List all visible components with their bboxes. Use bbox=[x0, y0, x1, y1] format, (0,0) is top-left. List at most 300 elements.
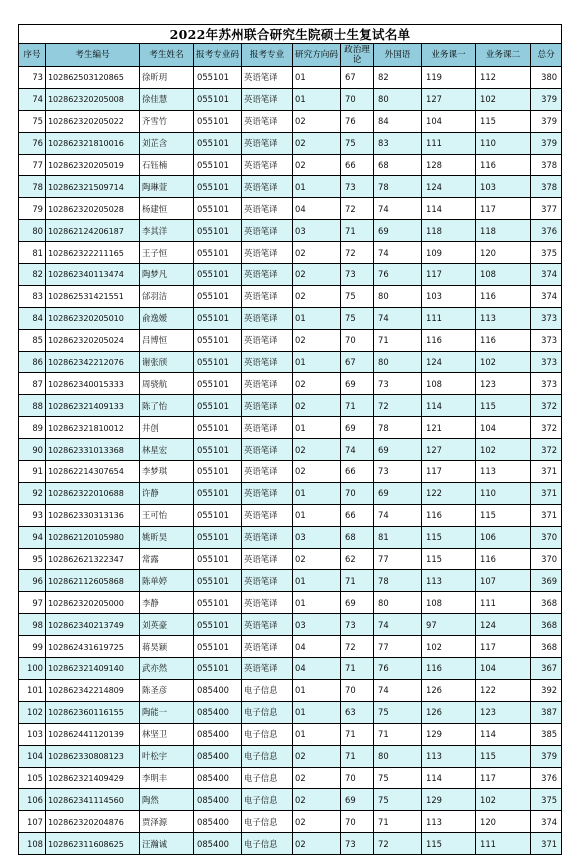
row-politics: 68 bbox=[341, 526, 374, 548]
row-total: 373 bbox=[531, 307, 562, 329]
row-politics: 67 bbox=[341, 67, 374, 89]
row-course-1: 121 bbox=[422, 417, 476, 439]
row-seq: 97 bbox=[19, 592, 46, 614]
row-politics: 71 bbox=[341, 723, 374, 745]
row-candidate-id: 102862124206187 bbox=[46, 220, 140, 242]
row-course-2: 110 bbox=[476, 132, 531, 154]
row-course-2: 116 bbox=[476, 154, 531, 176]
row-course-2: 115 bbox=[476, 504, 531, 526]
table-row bbox=[19, 614, 562, 636]
row-seq: 81 bbox=[19, 242, 46, 264]
row-foreign-language: 81 bbox=[374, 526, 422, 548]
row-course-2: 120 bbox=[476, 811, 531, 833]
row-seq: 94 bbox=[19, 526, 46, 548]
row-major: 电子信息 bbox=[242, 789, 293, 811]
row-politics: 75 bbox=[341, 307, 374, 329]
row-candidate-name: 叶松宇 bbox=[140, 745, 194, 767]
row-major: 英语笔译 bbox=[242, 373, 293, 395]
row-seq: 87 bbox=[19, 373, 46, 395]
row-candidate-name: 蒋昊颖 bbox=[140, 636, 194, 658]
row-course-1: 124 bbox=[422, 351, 476, 373]
row-candidate-id: 102862503120865 bbox=[46, 67, 140, 89]
row-major: 英语笔译 bbox=[242, 482, 293, 504]
row-major: 英语笔译 bbox=[242, 461, 293, 483]
row-total: 378 bbox=[531, 176, 562, 198]
row-major-code: 055101 bbox=[194, 220, 242, 242]
row-foreign-language: 74 bbox=[374, 504, 422, 526]
row-course-2: 113 bbox=[476, 307, 531, 329]
row-course-2: 104 bbox=[476, 658, 531, 680]
row-direction-code: 02 bbox=[293, 833, 341, 855]
row-politics: 73 bbox=[341, 264, 374, 286]
row-candidate-name: 李明丰 bbox=[140, 767, 194, 789]
table-body bbox=[19, 67, 562, 855]
row-politics: 62 bbox=[341, 548, 374, 570]
admission-list-sheet bbox=[18, 24, 561, 855]
table-row bbox=[19, 351, 562, 373]
row-major-code: 055101 bbox=[194, 88, 242, 110]
row-seq: 84 bbox=[19, 307, 46, 329]
table-row bbox=[19, 789, 562, 811]
row-candidate-name: 贾泽源 bbox=[140, 811, 194, 833]
row-major-code: 055101 bbox=[194, 570, 242, 592]
row-seq: 73 bbox=[19, 67, 46, 89]
row-total: 375 bbox=[531, 242, 562, 264]
row-total: 392 bbox=[531, 679, 562, 701]
row-major-code: 055101 bbox=[194, 461, 242, 483]
row-direction-code: 02 bbox=[293, 767, 341, 789]
row-major: 英语笔译 bbox=[242, 132, 293, 154]
row-politics: 63 bbox=[341, 701, 374, 723]
table-row bbox=[19, 220, 562, 242]
row-total: 379 bbox=[531, 110, 562, 132]
table-row bbox=[19, 242, 562, 264]
table-row bbox=[19, 176, 562, 198]
row-foreign-language: 69 bbox=[374, 220, 422, 242]
row-course-1: 115 bbox=[422, 526, 476, 548]
row-course-2: 106 bbox=[476, 526, 531, 548]
row-politics: 66 bbox=[341, 504, 374, 526]
row-candidate-id: 102862112605868 bbox=[46, 570, 140, 592]
row-foreign-language: 83 bbox=[374, 132, 422, 154]
row-candidate-name: 王可怡 bbox=[140, 504, 194, 526]
row-seq: 98 bbox=[19, 614, 46, 636]
row-seq: 104 bbox=[19, 745, 46, 767]
header-foreign-language: 外国语 bbox=[374, 44, 422, 67]
row-seq: 90 bbox=[19, 439, 46, 461]
row-total: 385 bbox=[531, 723, 562, 745]
row-total: 376 bbox=[531, 767, 562, 789]
row-major-code: 055101 bbox=[194, 482, 242, 504]
row-politics: 70 bbox=[341, 767, 374, 789]
row-direction-code: 02 bbox=[293, 395, 341, 417]
table-row bbox=[19, 767, 562, 789]
row-foreign-language: 78 bbox=[374, 176, 422, 198]
row-direction-code: 01 bbox=[293, 592, 341, 614]
sheet-title: 2022年苏州联合研究生院硕士生复试名单 bbox=[19, 25, 562, 44]
row-candidate-name: 齐雪竹 bbox=[140, 110, 194, 132]
row-course-1: 115 bbox=[422, 833, 476, 855]
row-seq: 99 bbox=[19, 636, 46, 658]
row-course-1: 113 bbox=[422, 570, 476, 592]
row-course-1: 104 bbox=[422, 110, 476, 132]
row-foreign-language: 74 bbox=[374, 614, 422, 636]
row-major: 英语笔译 bbox=[242, 110, 293, 132]
row-major-code: 055101 bbox=[194, 329, 242, 351]
row-foreign-language: 78 bbox=[374, 570, 422, 592]
row-major-code: 085400 bbox=[194, 745, 242, 767]
row-major: 英语笔译 bbox=[242, 307, 293, 329]
row-course-1: 111 bbox=[422, 307, 476, 329]
row-politics: 72 bbox=[341, 636, 374, 658]
row-foreign-language: 75 bbox=[374, 767, 422, 789]
header-candidate-name: 考生姓名 bbox=[140, 44, 194, 67]
row-politics: 71 bbox=[341, 220, 374, 242]
row-course-2: 117 bbox=[476, 767, 531, 789]
row-major: 英语笔译 bbox=[242, 67, 293, 89]
row-candidate-name: 刘芷含 bbox=[140, 132, 194, 154]
table-row bbox=[19, 592, 562, 614]
row-candidate-id: 102862321409140 bbox=[46, 658, 140, 680]
row-foreign-language: 76 bbox=[374, 264, 422, 286]
row-total: 371 bbox=[531, 461, 562, 483]
row-direction-code: 02 bbox=[293, 548, 341, 570]
title-row bbox=[19, 25, 562, 44]
row-seq: 82 bbox=[19, 264, 46, 286]
row-total: 374 bbox=[531, 285, 562, 307]
row-major: 英语笔译 bbox=[242, 504, 293, 526]
row-candidate-id: 102862340015333 bbox=[46, 373, 140, 395]
row-major-code: 055101 bbox=[194, 285, 242, 307]
row-candidate-name: 刘英豪 bbox=[140, 614, 194, 636]
row-course-1: 108 bbox=[422, 373, 476, 395]
row-course-1: 116 bbox=[422, 329, 476, 351]
row-course-2: 115 bbox=[476, 395, 531, 417]
header-total: 总分 bbox=[531, 44, 562, 67]
row-candidate-id: 102862321409133 bbox=[46, 395, 140, 417]
row-course-2: 118 bbox=[476, 220, 531, 242]
row-candidate-id: 102862320205028 bbox=[46, 198, 140, 220]
row-course-2: 115 bbox=[476, 745, 531, 767]
row-course-2: 102 bbox=[476, 439, 531, 461]
row-major: 英语笔译 bbox=[242, 636, 293, 658]
row-candidate-id: 102862360116155 bbox=[46, 701, 140, 723]
table-row bbox=[19, 526, 562, 548]
table-row bbox=[19, 723, 562, 745]
row-candidate-name: 王子恒 bbox=[140, 242, 194, 264]
row-candidate-name: 周骁航 bbox=[140, 373, 194, 395]
row-direction-code: 02 bbox=[293, 285, 341, 307]
row-candidate-id: 102862320205008 bbox=[46, 88, 140, 110]
row-course-2: 102 bbox=[476, 88, 531, 110]
table-row bbox=[19, 811, 562, 833]
row-candidate-name: 姚昕昊 bbox=[140, 526, 194, 548]
row-course-1: 114 bbox=[422, 198, 476, 220]
table-row bbox=[19, 88, 562, 110]
row-direction-code: 03 bbox=[293, 614, 341, 636]
row-candidate-id: 102862321810012 bbox=[46, 417, 140, 439]
row-candidate-name: 杨建恒 bbox=[140, 198, 194, 220]
table-row bbox=[19, 701, 562, 723]
row-direction-code: 03 bbox=[293, 526, 341, 548]
row-candidate-name: 徐昕玥 bbox=[140, 67, 194, 89]
row-course-1: 129 bbox=[422, 789, 476, 811]
row-candidate-name: 陈单婷 bbox=[140, 570, 194, 592]
row-major-code: 085400 bbox=[194, 679, 242, 701]
row-foreign-language: 69 bbox=[374, 482, 422, 504]
table-row bbox=[19, 373, 562, 395]
table-row bbox=[19, 132, 562, 154]
row-politics: 70 bbox=[341, 88, 374, 110]
row-course-2: 117 bbox=[476, 198, 531, 220]
row-total: 368 bbox=[531, 614, 562, 636]
row-seq: 85 bbox=[19, 329, 46, 351]
row-seq: 86 bbox=[19, 351, 46, 373]
row-course-1: 129 bbox=[422, 723, 476, 745]
row-foreign-language: 72 bbox=[374, 395, 422, 417]
row-course-2: 120 bbox=[476, 242, 531, 264]
row-candidate-name: 武亦然 bbox=[140, 658, 194, 680]
table-row bbox=[19, 636, 562, 658]
row-major-code: 085400 bbox=[194, 723, 242, 745]
row-candidate-name: 李其洋 bbox=[140, 220, 194, 242]
header-course-1: 业务课一 bbox=[422, 44, 476, 67]
row-major: 英语笔译 bbox=[242, 198, 293, 220]
table-row bbox=[19, 745, 562, 767]
row-course-2: 117 bbox=[476, 636, 531, 658]
row-candidate-id: 102862322010688 bbox=[46, 482, 140, 504]
row-foreign-language: 76 bbox=[374, 658, 422, 680]
row-major: 英语笔译 bbox=[242, 88, 293, 110]
row-politics: 76 bbox=[341, 110, 374, 132]
row-course-2: 124 bbox=[476, 614, 531, 636]
row-seq: 101 bbox=[19, 679, 46, 701]
row-direction-code: 01 bbox=[293, 679, 341, 701]
row-candidate-id: 102862320204876 bbox=[46, 811, 140, 833]
row-total: 374 bbox=[531, 811, 562, 833]
row-candidate-id: 102862320205024 bbox=[46, 329, 140, 351]
row-major: 英语笔译 bbox=[242, 176, 293, 198]
row-seq: 93 bbox=[19, 504, 46, 526]
header-major-code: 报考专业码 bbox=[194, 44, 242, 67]
row-major-code: 055101 bbox=[194, 417, 242, 439]
row-course-2: 102 bbox=[476, 789, 531, 811]
table-row bbox=[19, 198, 562, 220]
row-seq: 91 bbox=[19, 461, 46, 483]
row-candidate-id: 102862330808123 bbox=[46, 745, 140, 767]
row-politics: 69 bbox=[341, 373, 374, 395]
row-seq: 76 bbox=[19, 132, 46, 154]
row-candidate-id: 102862342212076 bbox=[46, 351, 140, 373]
row-foreign-language: 80 bbox=[374, 351, 422, 373]
row-major: 英语笔译 bbox=[242, 658, 293, 680]
row-course-2: 115 bbox=[476, 110, 531, 132]
row-course-1: 126 bbox=[422, 701, 476, 723]
row-major-code: 055101 bbox=[194, 110, 242, 132]
table-row bbox=[19, 307, 562, 329]
row-major: 英语笔译 bbox=[242, 154, 293, 176]
row-candidate-id: 102862120105980 bbox=[46, 526, 140, 548]
row-foreign-language: 78 bbox=[374, 417, 422, 439]
row-direction-code: 01 bbox=[293, 88, 341, 110]
row-major: 英语笔译 bbox=[242, 614, 293, 636]
row-foreign-language: 75 bbox=[374, 789, 422, 811]
row-seq: 102 bbox=[19, 701, 46, 723]
row-course-2: 122 bbox=[476, 679, 531, 701]
admission-table bbox=[18, 24, 562, 855]
row-direction-code: 01 bbox=[293, 570, 341, 592]
row-direction-code: 04 bbox=[293, 636, 341, 658]
row-course-1: 124 bbox=[422, 176, 476, 198]
row-politics: 73 bbox=[341, 614, 374, 636]
row-seq: 83 bbox=[19, 285, 46, 307]
row-direction-code: 01 bbox=[293, 723, 341, 745]
row-direction-code: 02 bbox=[293, 154, 341, 176]
row-direction-code: 01 bbox=[293, 504, 341, 526]
row-major-code: 055101 bbox=[194, 373, 242, 395]
row-politics: 70 bbox=[341, 679, 374, 701]
row-major: 电子信息 bbox=[242, 811, 293, 833]
row-major-code: 055101 bbox=[194, 307, 242, 329]
row-major-code: 055101 bbox=[194, 154, 242, 176]
row-course-2: 116 bbox=[476, 285, 531, 307]
row-total: 380 bbox=[531, 67, 562, 89]
row-foreign-language: 69 bbox=[374, 439, 422, 461]
row-politics: 69 bbox=[341, 789, 374, 811]
row-major-code: 085400 bbox=[194, 833, 242, 855]
table-row bbox=[19, 417, 562, 439]
row-foreign-language: 77 bbox=[374, 636, 422, 658]
row-foreign-language: 82 bbox=[374, 67, 422, 89]
row-major: 电子信息 bbox=[242, 723, 293, 745]
row-politics: 75 bbox=[341, 132, 374, 154]
row-direction-code: 01 bbox=[293, 176, 341, 198]
row-total: 368 bbox=[531, 592, 562, 614]
row-course-1: 114 bbox=[422, 395, 476, 417]
row-total: 367 bbox=[531, 658, 562, 680]
row-major: 电子信息 bbox=[242, 679, 293, 701]
row-course-1: 117 bbox=[422, 461, 476, 483]
row-candidate-id: 102862331013368 bbox=[46, 439, 140, 461]
row-total: 371 bbox=[531, 504, 562, 526]
row-major-code: 055101 bbox=[194, 132, 242, 154]
row-seq: 92 bbox=[19, 482, 46, 504]
row-course-2: 107 bbox=[476, 570, 531, 592]
row-candidate-name: 井创 bbox=[140, 417, 194, 439]
row-foreign-language: 74 bbox=[374, 307, 422, 329]
row-foreign-language: 77 bbox=[374, 548, 422, 570]
row-total: 374 bbox=[531, 264, 562, 286]
row-major: 电子信息 bbox=[242, 745, 293, 767]
row-major-code: 055101 bbox=[194, 176, 242, 198]
row-major-code: 055101 bbox=[194, 395, 242, 417]
row-course-1: 119 bbox=[422, 67, 476, 89]
row-candidate-id: 102862320205000 bbox=[46, 592, 140, 614]
row-seq: 100 bbox=[19, 658, 46, 680]
row-politics: 72 bbox=[341, 242, 374, 264]
row-politics: 66 bbox=[341, 461, 374, 483]
row-course-2: 108 bbox=[476, 264, 531, 286]
row-major: 电子信息 bbox=[242, 767, 293, 789]
row-seq: 103 bbox=[19, 723, 46, 745]
row-direction-code: 01 bbox=[293, 351, 341, 373]
table-row bbox=[19, 285, 562, 307]
row-candidate-name: 俞逸嫒 bbox=[140, 307, 194, 329]
row-total: 373 bbox=[531, 351, 562, 373]
row-seq: 78 bbox=[19, 176, 46, 198]
row-total: 373 bbox=[531, 329, 562, 351]
row-foreign-language: 71 bbox=[374, 723, 422, 745]
row-politics: 72 bbox=[341, 198, 374, 220]
row-direction-code: 02 bbox=[293, 811, 341, 833]
row-candidate-id: 102862214307654 bbox=[46, 461, 140, 483]
row-direction-code: 01 bbox=[293, 417, 341, 439]
row-candidate-id: 102862322211165 bbox=[46, 242, 140, 264]
row-major-code: 085400 bbox=[194, 701, 242, 723]
row-course-2: 103 bbox=[476, 176, 531, 198]
row-politics: 70 bbox=[341, 482, 374, 504]
row-total: 372 bbox=[531, 395, 562, 417]
row-major-code: 055101 bbox=[194, 658, 242, 680]
row-course-1: 126 bbox=[422, 679, 476, 701]
row-direction-code: 02 bbox=[293, 110, 341, 132]
row-candidate-name: 石钰楠 bbox=[140, 154, 194, 176]
row-foreign-language: 73 bbox=[374, 373, 422, 395]
row-candidate-name: 陈了怡 bbox=[140, 395, 194, 417]
row-candidate-id: 102862342214809 bbox=[46, 679, 140, 701]
row-direction-code: 02 bbox=[293, 132, 341, 154]
row-course-2: 102 bbox=[476, 351, 531, 373]
row-total: 379 bbox=[531, 132, 562, 154]
row-seq: 79 bbox=[19, 198, 46, 220]
row-course-1: 111 bbox=[422, 132, 476, 154]
row-total: 371 bbox=[531, 482, 562, 504]
row-foreign-language: 72 bbox=[374, 833, 422, 855]
row-seq: 107 bbox=[19, 811, 46, 833]
row-total: 368 bbox=[531, 636, 562, 658]
row-course-1: 103 bbox=[422, 285, 476, 307]
header-direction-code: 研究方向码 bbox=[293, 44, 341, 67]
row-politics: 71 bbox=[341, 745, 374, 767]
row-politics: 66 bbox=[341, 154, 374, 176]
row-politics: 70 bbox=[341, 811, 374, 833]
row-politics: 69 bbox=[341, 417, 374, 439]
row-candidate-name: 陶琳萱 bbox=[140, 176, 194, 198]
row-candidate-name: 陈圣彦 bbox=[140, 679, 194, 701]
row-course-2: 114 bbox=[476, 723, 531, 745]
row-course-1: 114 bbox=[422, 767, 476, 789]
row-politics: 71 bbox=[341, 570, 374, 592]
row-candidate-name: 吕博恒 bbox=[140, 329, 194, 351]
row-major-code: 055101 bbox=[194, 439, 242, 461]
row-course-2: 104 bbox=[476, 417, 531, 439]
row-candidate-id: 102862320205019 bbox=[46, 154, 140, 176]
table-row bbox=[19, 833, 562, 855]
row-direction-code: 02 bbox=[293, 461, 341, 483]
row-foreign-language: 68 bbox=[374, 154, 422, 176]
row-direction-code: 04 bbox=[293, 198, 341, 220]
row-foreign-language: 80 bbox=[374, 745, 422, 767]
row-politics: 71 bbox=[341, 658, 374, 680]
row-course-2: 111 bbox=[476, 592, 531, 614]
row-direction-code: 02 bbox=[293, 242, 341, 264]
row-seq: 96 bbox=[19, 570, 46, 592]
row-course-1: 116 bbox=[422, 504, 476, 526]
row-major-code: 055101 bbox=[194, 504, 242, 526]
table-row bbox=[19, 548, 562, 570]
row-candidate-id: 102862320205022 bbox=[46, 110, 140, 132]
row-major: 英语笔译 bbox=[242, 395, 293, 417]
